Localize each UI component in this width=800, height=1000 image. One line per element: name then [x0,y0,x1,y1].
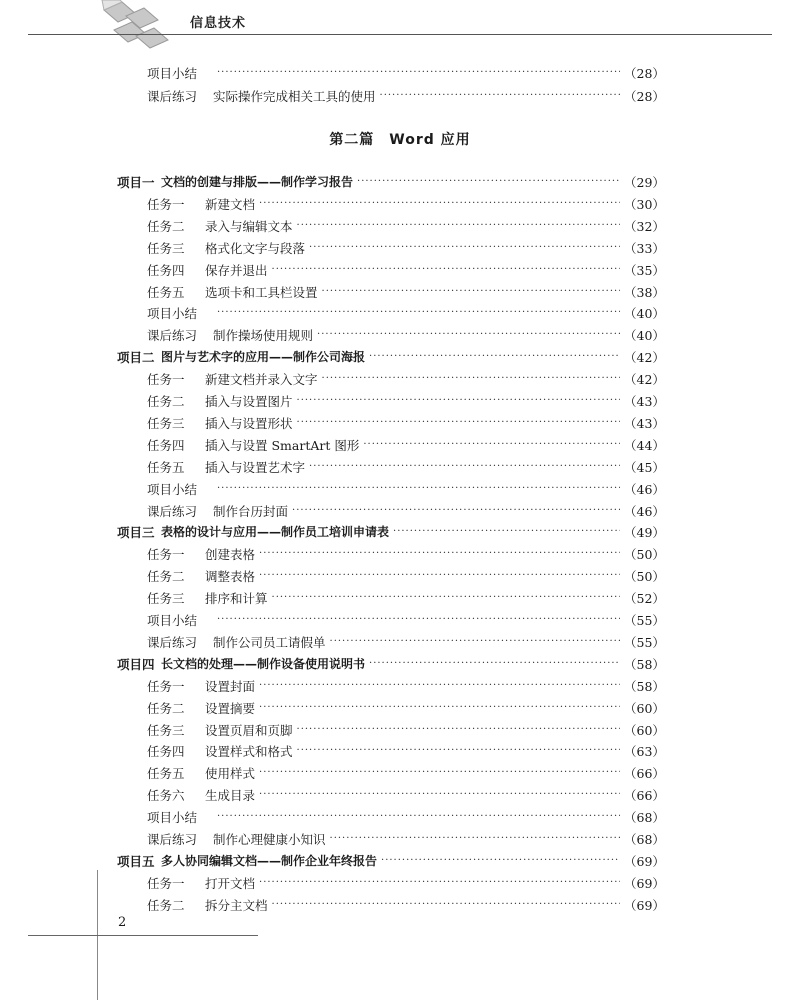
toc-entry-title: 长文档的处理——制作设备使用说明书 [161,656,366,671]
toc-entry[interactable] [147,675,664,697]
toc-leader-dots [381,850,620,872]
toc-entry-number: 项目五 [117,853,155,869]
toc-entry-title: 格式化文字与段落 [205,240,306,256]
toc-entry-label [117,173,353,191]
toc-entry-page: （40） [624,306,665,322]
toc-entry[interactable] [147,302,664,324]
book-title: 信息技术 [190,16,247,31]
toc-entry-label [147,458,305,476]
toc-entry[interactable] [147,62,664,84]
toc-entry-label [147,64,213,82]
toc-entry-page: （69） [624,875,665,891]
toc-entry[interactable] [147,543,664,565]
toc-entry-title: 设置摘要 [205,700,256,716]
toc-entry-page: （45） [624,459,665,475]
toc-entry-title: 多人协同编辑文档——制作企业年终报告 [161,853,378,868]
toc-entry[interactable] [147,500,664,522]
toc-entry-label [147,261,268,279]
toc-entry[interactable] [147,215,664,237]
toc-entry-label [147,742,293,760]
section-heading: 第二篇 Word 应用 [329,132,471,148]
toc-entry-label [147,502,288,520]
toc-entry[interactable] [147,434,664,456]
toc-entry-page: （58） [624,678,665,694]
toc-entry-title: 录入与编辑文本 [205,218,293,234]
toc-leader-dots [357,171,620,193]
toc-entry-number: 任务五 [147,459,185,475]
toc-entry-number: 任务六 [147,788,185,804]
toc-entry[interactable] [147,456,664,478]
toc-chapter-entry[interactable] [117,171,664,193]
toc-entry-label [117,348,365,366]
toc-entry-label [147,217,293,235]
toc-entry-number: 项目四 [117,656,155,672]
toc-entry-number: 课后练习 [147,634,198,650]
toc-entry-page: （43） [624,394,665,409]
toc-entry-title: 保存并退出 [205,262,268,278]
toc-chapter-entry[interactable] [117,850,664,872]
toc-entry-label [147,195,255,213]
toc-entry-title: 设置封面 [205,678,256,694]
toc-entry[interactable] [147,762,664,784]
toc-leader-dots [259,784,620,806]
toc-leader-dots [369,653,620,675]
toc-entry-label [147,808,213,826]
toc-leader-dots [330,631,620,653]
toc-entry[interactable] [147,784,664,806]
toc-entry[interactable] [147,609,664,631]
toc-entry-title: 制作台历封面 [213,503,289,519]
toc-entry-page: （69） [624,853,665,869]
toc-entry[interactable] [147,740,664,762]
toc-entry-label [147,874,255,892]
toc-entry-number: 任务一 [147,875,185,891]
toc-entry-label [147,304,213,322]
toc-entry[interactable] [147,412,664,434]
toc-entry-number: 任务四 [147,744,185,760]
toc-entry-number: 任务二 [147,569,185,585]
toc-entry-label [147,239,305,257]
toc-entry-title: 实际操作完成相关工具的使用 [213,89,376,104]
toc-entry-title: 制作心理健康小知识 [213,832,326,847]
toc-entry-title: 图片与艺术字的应用——制作公司海报 [161,350,366,365]
toc-entry-label [147,589,268,607]
toc-entry-label [147,436,359,454]
toc-entry-label [117,852,377,870]
toc-leader-dots [322,368,620,390]
toc-entry-number: 任务一 [147,678,185,694]
toc-entry[interactable] [147,894,664,916]
toc-leader-dots [317,324,620,346]
toc-entry-title: 表格的设计与应用——制作员工培训申请表 [161,525,390,540]
toc-entry-page: （66） [624,766,665,782]
toc-entry[interactable] [147,259,664,281]
toc-entry-number: 任务二 [147,700,185,716]
toc-leader-dots [272,259,620,281]
toc-entry-title: 插入与设置图片 [205,394,293,409]
toc-chapter-entry[interactable] [117,653,664,675]
toc-entry-page: （35） [624,262,665,278]
toc-entry-page: （55） [624,634,665,650]
toc-entry-label [147,545,255,563]
toc-entry-number: 任务二 [147,897,185,913]
toc-entry-page: （52） [624,591,665,607]
toc-leader-dots [330,828,620,850]
toc-entry[interactable] [147,390,664,412]
toc-entry[interactable] [147,697,664,719]
toc-entry-page: （46） [624,481,665,497]
toc-entry-page: （28） [624,89,665,104]
toc-leader-dots [217,806,620,828]
toc-entry-label [147,830,326,848]
toc-leader-dots [297,390,620,412]
toc-entry-number: 任务三 [147,415,185,431]
toc-entry-page: （44） [624,437,665,453]
toc-leader-dots [297,215,620,237]
toc-entry-label [147,567,255,585]
toc-entry-page: （30） [624,196,665,212]
toc-leader-dots [259,872,620,894]
toc-entry-label [147,480,213,498]
toc-entry-page: （46） [624,503,665,519]
toc-entry-page: （63） [624,744,665,760]
toc-entry-number: 任务二 [147,394,185,409]
toc-entry[interactable] [147,631,664,653]
toc-leader-dots [297,740,620,762]
toc-entry-label [147,764,255,782]
toc-entry-page: （40） [624,328,665,344]
toc-entry-label [147,677,255,695]
toc-entry-title: 设置页眉和页脚 [205,722,293,738]
toc-entry-title: 文档的创建与排版——制作学习报告 [161,175,354,189]
toc-entry-number: 课后练习 [147,328,198,344]
toc-leader-dots [259,762,620,784]
toc-leader-dots [380,85,620,107]
toc-entry-label [147,414,293,432]
toc-entry-label [147,611,213,629]
toc-leader-dots [272,894,620,916]
toc-leader-dots [217,478,620,500]
toc-entry[interactable] [147,237,664,259]
toc-leader-dots [217,62,620,84]
toc-leader-dots [259,697,620,719]
toc-chapter-entry[interactable] [117,521,664,543]
toc-entry-number: 课后练习 [147,89,198,104]
toc-entry[interactable] [147,193,664,215]
toc-leader-dots [259,675,620,697]
toc-leader-dots [217,609,620,631]
toc-entry-label [147,87,376,105]
toc-chapter-entry[interactable] [117,346,664,368]
toc-entry[interactable] [147,85,664,107]
toc-entry-title: 拆分主文档 [205,897,268,913]
toc-entry-page: （42） [624,372,665,388]
toc-entry-label [147,896,268,914]
toc-leader-dots [259,565,620,587]
header-rule [28,34,772,35]
toc-entry-title: 调整表格 [205,569,256,585]
toc-entry[interactable] [147,806,664,828]
toc-entry-page: （29） [624,175,665,190]
toc-entry-title: 插入与设置形状 [205,415,293,431]
toc-entry-title: 选项卡和工具栏设置 [205,284,318,300]
toc-entry-number: 项目一 [117,175,155,190]
toc-entry-page: （38） [624,284,665,300]
toc-entry-title: 新建文档 [205,196,256,212]
toc-leader-dots [292,500,620,522]
toc-entry-page: （42） [624,350,665,366]
toc-entry[interactable] [147,324,664,346]
toc-entry-number: 任务一 [147,547,185,563]
toc-entry-label [147,699,255,717]
toc-leader-dots [309,456,620,478]
toc-entry-title: 生成目录 [205,788,256,804]
toc-leader-dots [363,434,620,456]
toc-entry-page: （43） [624,415,665,431]
toc-entry[interactable] [147,587,664,609]
toc-entry-page: （60） [624,722,665,738]
toc-entry-number: 项目二 [117,350,155,366]
toc-entry-title: 创建表格 [205,547,256,563]
toc-entry-number: 任务三 [147,240,185,256]
toc-entry-title: 排序和计算 [205,591,268,607]
toc-entry-label [147,370,318,388]
toc-entry-page: （68） [624,832,665,847]
toc-entry-title: 设置样式和格式 [205,744,293,760]
toc-entry-page: （50） [624,547,665,563]
toc-entry[interactable] [147,281,664,303]
toc-entry-page: （60） [624,700,665,716]
toc-leader-dots [393,521,620,543]
toc-entry-number: 项目小结 [147,306,198,322]
toc-entry-number: 项目小结 [147,810,198,826]
toc-entry-number: 项目小结 [147,613,198,628]
toc-entry-title: 插入与设置 SmartArt 图形 [205,437,360,453]
toc-entry-number: 任务三 [147,591,185,607]
toc-entry[interactable] [147,565,664,587]
toc-entry-title: 新建文档并录入文字 [205,372,318,388]
toc-entry-page: （55） [624,613,665,628]
toc-entry-number: 项目三 [117,525,155,541]
toc-entry-label [117,655,365,673]
toc-leader-dots [309,237,620,259]
toc-leader-dots [217,302,620,324]
toc-leader-dots [259,543,620,565]
toc-entry[interactable] [147,872,664,894]
toc-entry-number: 任务五 [147,284,185,300]
toc-entry-number: 项目小结 [147,66,198,81]
toc-entry-number: 课后练习 [147,832,198,847]
toc-entry-title: 打开文档 [205,875,256,891]
toc-entry-title: 制作操场使用规则 [213,328,314,344]
toc-entry[interactable] [147,719,664,741]
toc-entry[interactable] [147,368,664,390]
toc-entry-number: 任务四 [147,437,185,453]
toc-entry-page: （32） [624,218,665,234]
toc-leader-dots [297,412,620,434]
toc-entry-number: 任务三 [147,722,185,738]
toc-entry-number: 任务一 [147,372,185,388]
toc-entry[interactable] [147,478,664,500]
toc-entry-label [147,633,326,651]
toc-entry-number: 任务一 [147,196,185,212]
toc-leader-dots [322,281,620,303]
toc-entry-label [147,721,293,739]
toc-entry-page: （49） [624,525,665,541]
toc-leader-dots [272,587,620,609]
toc-leader-dots [259,193,620,215]
toc-entry[interactable] [147,828,664,850]
toc-entry-page: （69） [624,897,665,913]
toc-entry-page: （68） [624,810,665,826]
toc-entry-number: 任务五 [147,766,185,782]
toc-leader-dots [369,346,620,368]
toc-entry-label [147,326,313,344]
page-number: 2 [118,915,127,930]
toc-entry-page: （28） [624,66,665,81]
footer-rule [28,935,258,936]
toc-entry-number: 任务四 [147,262,185,278]
toc-entry-number: 项目小结 [147,481,198,497]
toc-entry-page: （50） [624,569,665,585]
toc-entry-number: 任务二 [147,218,185,234]
toc-entry-label [147,283,318,301]
toc-entry-title: 使用样式 [205,766,256,782]
toc-entry-label [117,523,389,541]
toc-entry-number: 课后练习 [147,503,198,519]
toc-entry-page: （66） [624,788,665,804]
toc-leader-dots [297,719,620,741]
toc-entry-title: 插入与设置艺术字 [205,459,306,475]
toc-entry-title: 制作公司员工请假单 [213,634,326,650]
toc-entry-label [147,392,293,410]
toc-entry-label [147,786,255,804]
toc-entry-page: （33） [624,240,665,256]
toc-entry-page: （58） [624,656,665,672]
